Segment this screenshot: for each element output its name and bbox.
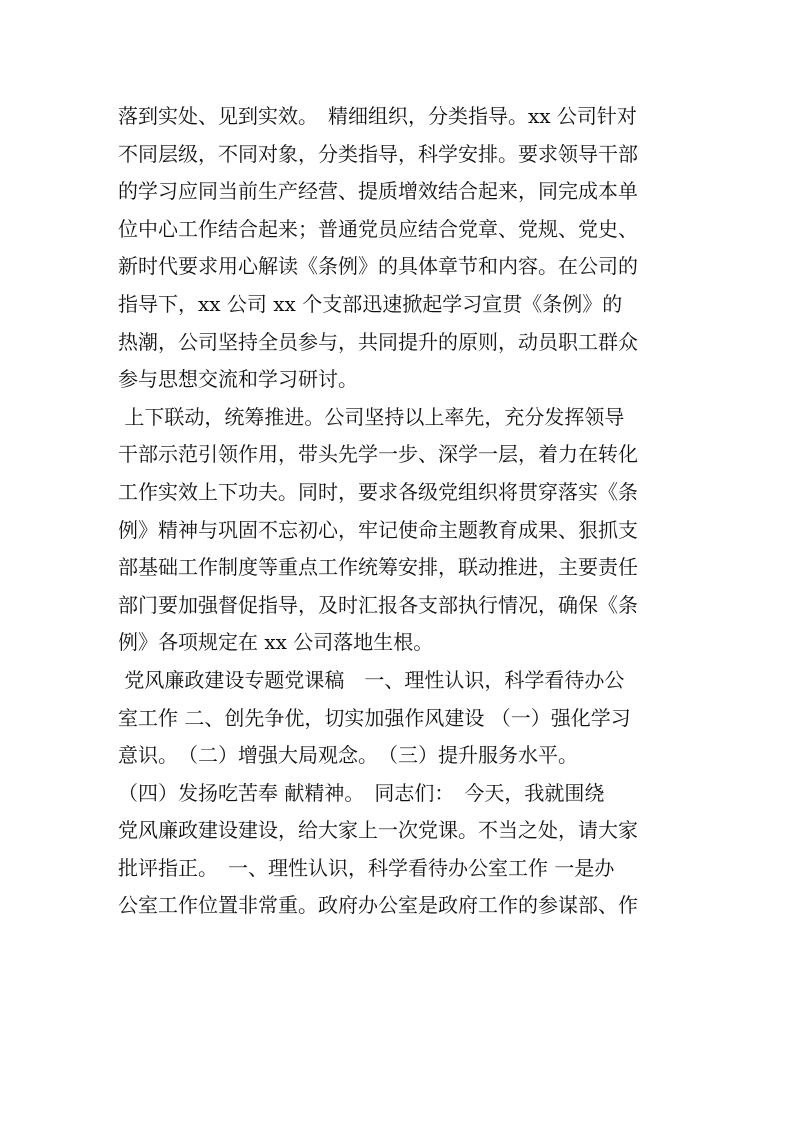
text-line: 部基础工作制度等重点工作统筹安排，联动推进，主要责任 <box>118 555 638 580</box>
text-line: 指导下，xx 公司 xx 个支部迅速掀起学习宣贯《条例》的 <box>118 291 623 316</box>
text-line: 例》精神与巩固不忘初心，牢记使命主题教育成果、狠抓支 <box>118 517 638 542</box>
text-line: 参与思想交流和学习研讨。 <box>118 367 358 392</box>
text-line: 批评指正。 一、理性认识，科学看待办公室工作 一是办 <box>118 855 615 880</box>
text-line: 公室工作位置非常重。政府办公室是政府工作的参谋部、作 <box>118 893 638 918</box>
text-line: 新时代要求用心解读《条例》的具体章节和内容。在公司的 <box>118 254 638 279</box>
text-line: 室工作 二、创先争优，切实加强作风建设 （一）强化学习 <box>118 705 631 730</box>
text-line: 热潮，公司坚持全员参与，共同提升的原则，动员职工群众 <box>118 329 638 354</box>
text-line: （四）发扬吃苦奉 献精神。 同志们： 今天，我就围绕 <box>118 780 605 805</box>
text-line: 部门要加强督促指导，及时汇报各支部执行情况，确保《条 <box>118 592 638 617</box>
text-line: 干部示范引领作用，带头先学一步、深学一层，着力在转化 <box>118 442 638 467</box>
text-line: 的学习应同当前生产经营、提质增效结合起来，同完成本单 <box>118 179 638 204</box>
text-line: 意识。 （二）增强大局观念。 （三）提升服务水平。 <box>118 743 578 768</box>
text-line: 位中心工作结合起来；普通党员应结合党章、党规、党史、 <box>118 216 638 241</box>
text-line: 例》各项规定在 xx 公司落地生根。 <box>118 630 434 655</box>
document-body <box>118 98 678 925</box>
text-line: 不同层级，不同对象，分类指导，科学安排。要求领导干部 <box>118 141 638 166</box>
text-line: 上下联动，统筹推进。公司坚持以上率先，充分发挥领导 <box>118 404 625 429</box>
text-line: 党风廉政建设专题党课稿 一、理性认识，科学看待办公 <box>118 667 625 692</box>
text-line: 工作实效上下功夫。同时，要求各级党组织将贯穿落实《条 <box>118 479 638 504</box>
text-line: 落到实处、见到实效。 精细组织，分类指导。xx 公司针对 <box>118 104 637 128</box>
text-line: 党风廉政建设建设，给大家上一次党课。不当之处，请大家 <box>118 818 638 843</box>
